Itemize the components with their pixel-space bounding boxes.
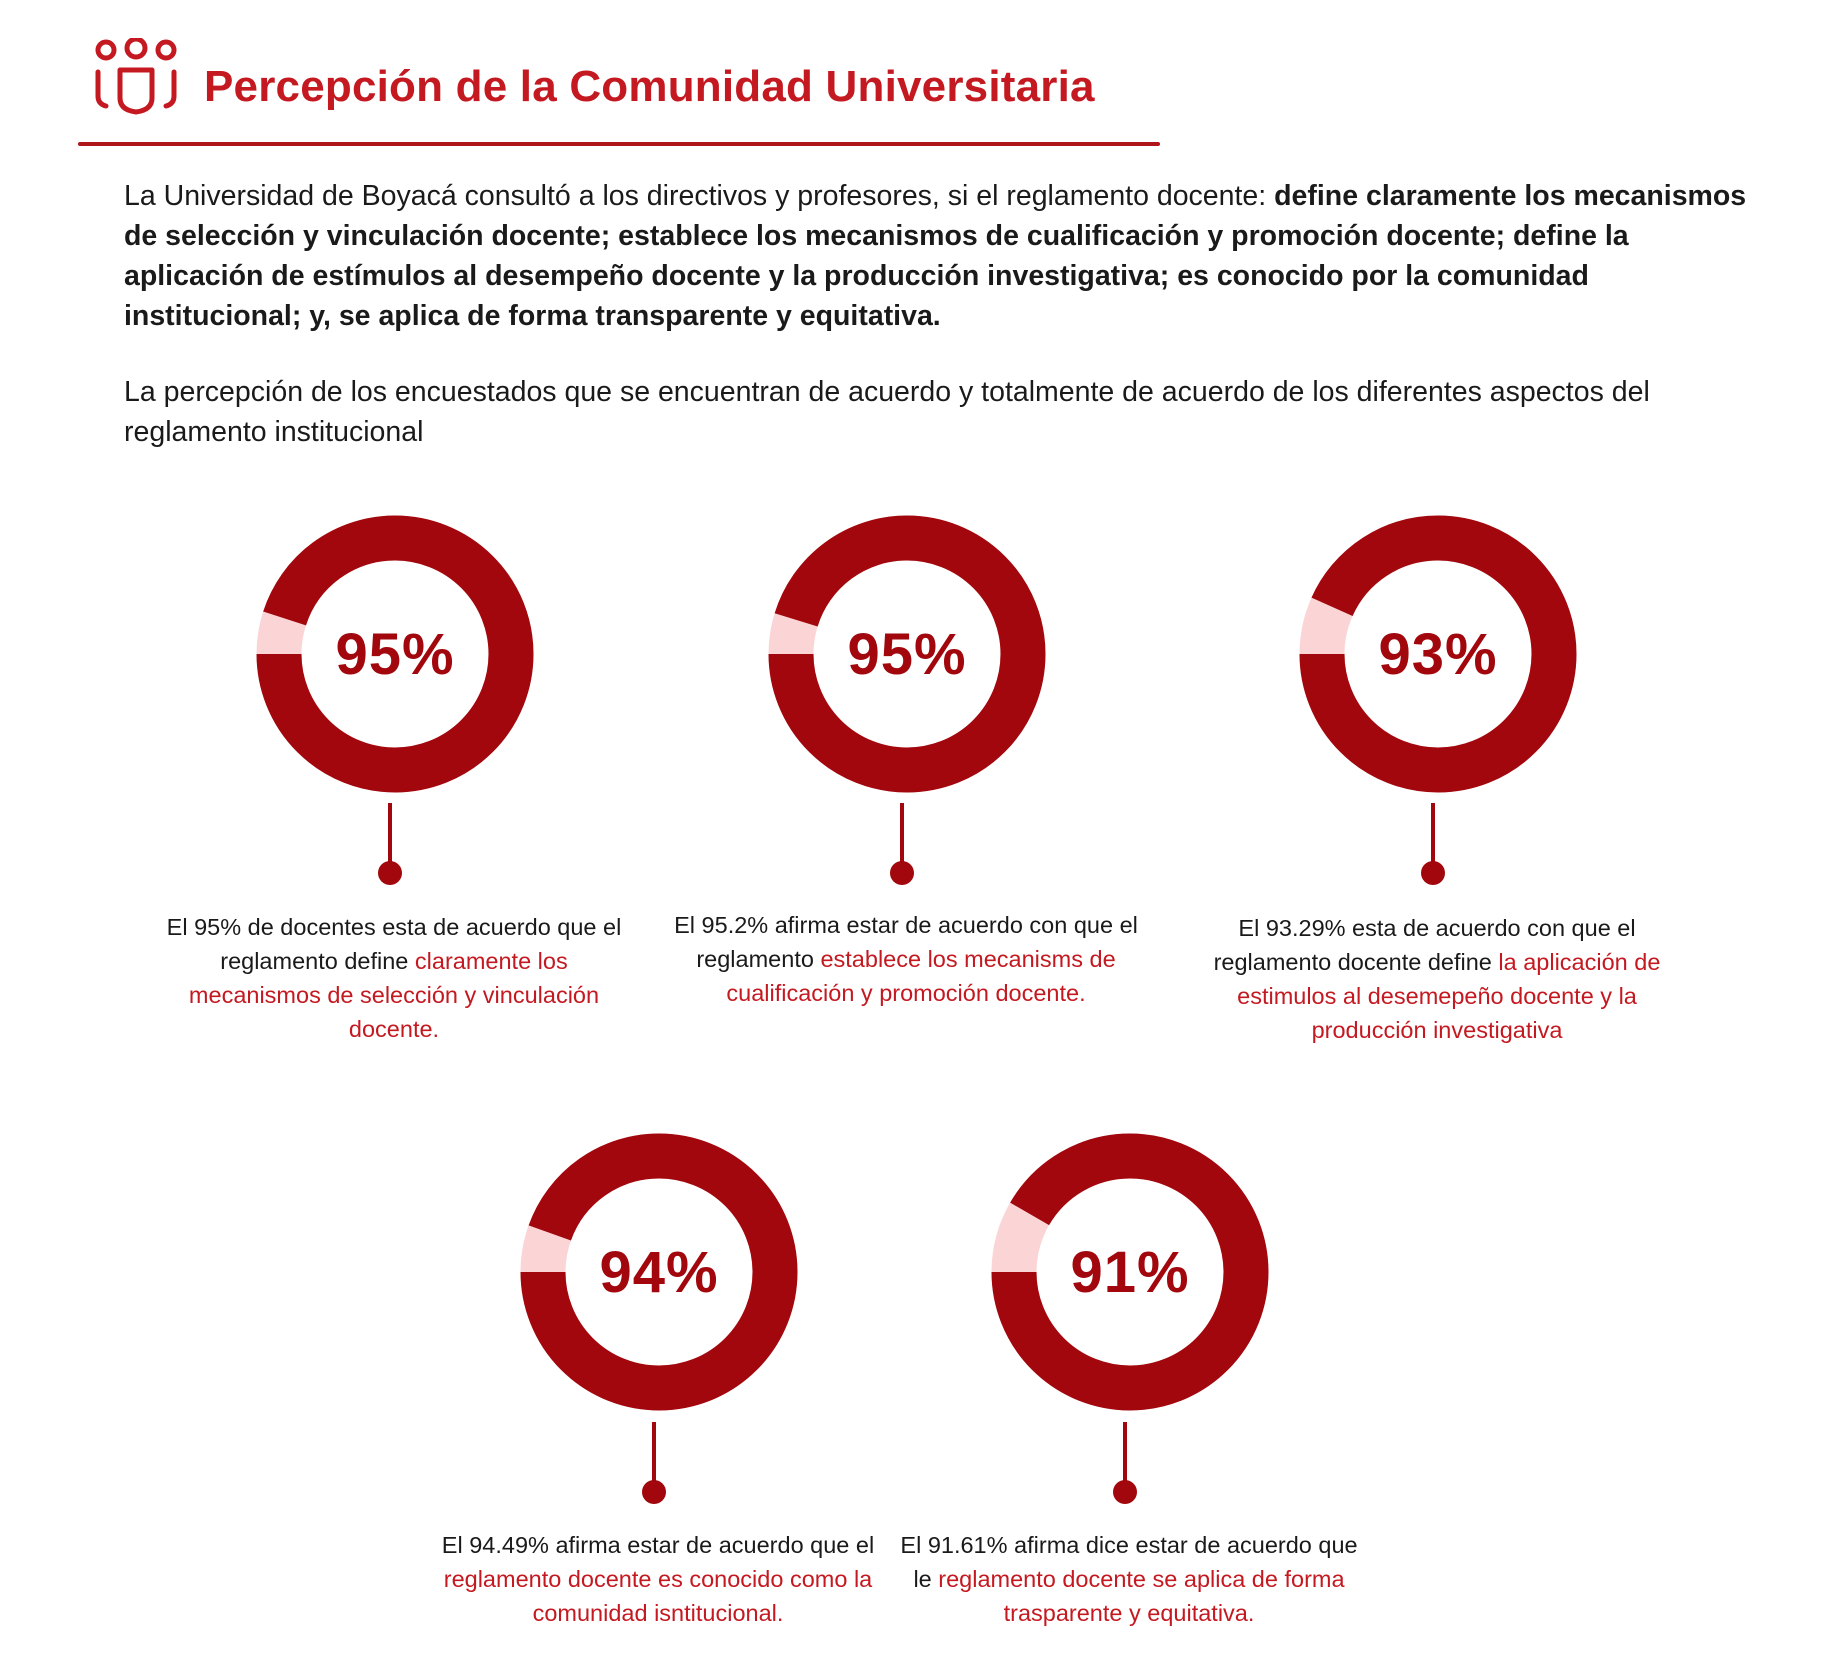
connector-line	[1123, 1422, 1127, 1484]
caption-text: El 94.49% afirma estar de acuerdo que el	[441, 1532, 875, 1558]
caption	[159, 910, 629, 1046]
connector-line	[652, 1422, 656, 1484]
percentage-label: 95%	[335, 621, 455, 687]
percentage-label: 95%	[847, 621, 967, 687]
caption	[671, 908, 1141, 1010]
connector-dot	[642, 1480, 666, 1504]
intro-lead: La Universidad de Boyacá consultó a los directivos y profesores, si el reglamento docente:	[124, 180, 1267, 212]
percentage-label: 93%	[1378, 621, 1498, 687]
caption-text: El 95% de docentes esta de acuerdo que el reglamento define	[166, 914, 622, 974]
connector-dot	[1421, 861, 1445, 885]
connector-dot	[378, 861, 402, 885]
title-divider	[78, 142, 1160, 146]
caption	[423, 1528, 893, 1630]
caption-highlight: la aplicación de estimulos al desemepeño docente y la producción investigativa	[1237, 949, 1661, 1043]
connector-line	[1431, 803, 1435, 865]
caption-highlight: claramente los mecanismos de selección y vinculación docente.	[188, 948, 600, 1042]
caption	[894, 1528, 1364, 1630]
connector-line	[900, 803, 904, 865]
page-title: Percepción de la Comunidad Universitaria	[204, 62, 1095, 111]
percentage-label: 91%	[1070, 1239, 1190, 1305]
connector-dot	[1113, 1480, 1137, 1504]
caption-highlight: establece los mecanisms de cualificación y promoción docente.	[726, 946, 1116, 1006]
perception-paragraph: La percepción de los encuestados que se encuentran de acuerdo y totalmente de acuerdo de los diferentes aspectos del reglamento institucional	[124, 376, 1650, 448]
community-people-icon	[88, 38, 184, 118]
intro-bold: define claramente los mecanismos de selección y vinculación docente; establece los mecanismos de cualificación y promoción docente; define la aplicación de estímulos al desempeño docente y la producción investigativa; es conocido por la comunidad institucional; y, se aplica de forma transparente y equitativa.	[124, 180, 1747, 332]
intro-paragraph	[124, 176, 1764, 336]
caption	[1202, 911, 1672, 1047]
caption-highlight: reglamento docente se aplica de forma trasparente y equitativa.	[938, 1566, 1345, 1626]
caption-text: El 91.61% afirma dice estar de acuerdo que le	[900, 1532, 1358, 1592]
connector-dot	[890, 861, 914, 885]
caption-text: El 95.2% afirma estar de acuerdo con que el reglamento	[674, 912, 1138, 972]
caption-highlight: reglamento docente es conocido como la comunidad isntitucional.	[443, 1566, 873, 1626]
percentage-label: 94%	[599, 1239, 719, 1305]
connector-line	[388, 803, 392, 865]
caption-text: El 93.29% esta de acuerdo con que el reglamento docente define	[1213, 915, 1636, 975]
